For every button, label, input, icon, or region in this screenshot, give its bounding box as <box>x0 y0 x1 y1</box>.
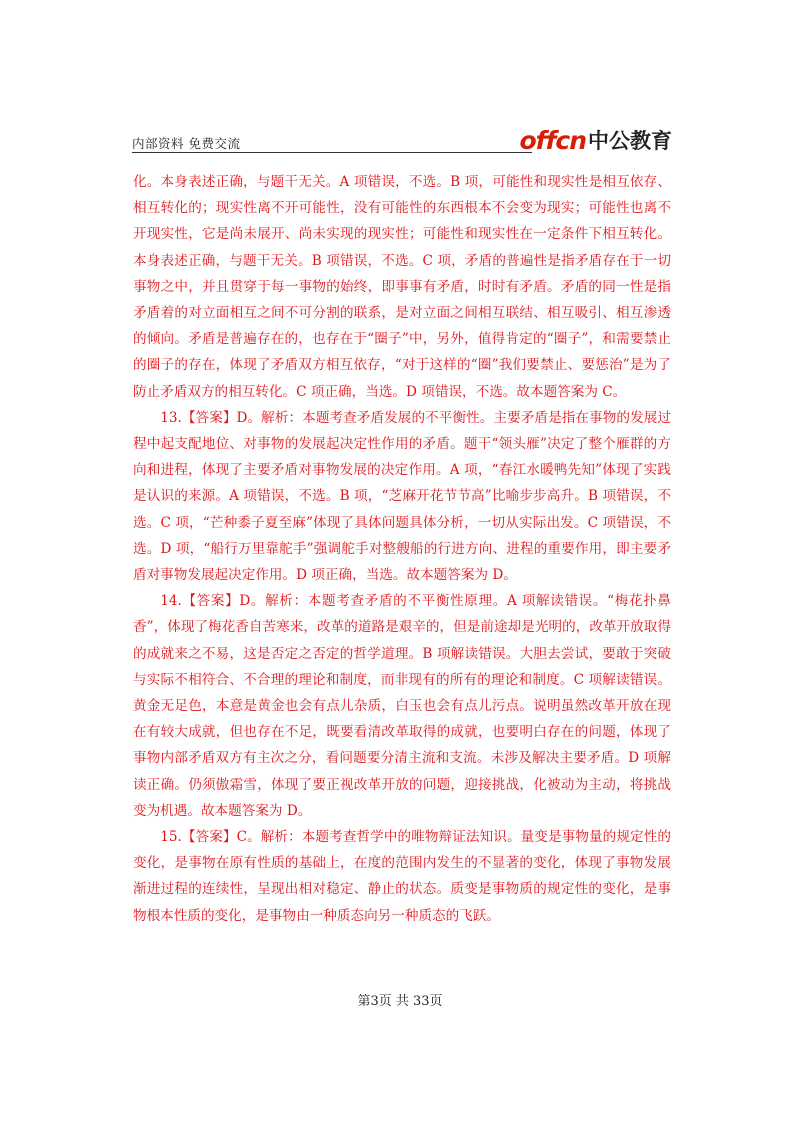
logo-latin: offcn <box>519 125 586 155</box>
paragraph-continuation: 化。本身表述正确，与题干无关。A 项错误，不选。B 项，可能性和现实性是相互依存、相互转化的；现实性离不开可能性，没有可能性的东西根本不会变为现实；可能性也离不开现实性，它是尚未展开、尚未实现的现实性；可能性和现实性在一定条件下相互转化。本身表述正确，与题干无关。B 项错误，不选。C 项，矛盾的普遍性是指矛盾存在于一切事物之中，并且贯穿于每一事物的始终，即事事有矛盾，时时有矛盾。矛盾的同一性是指矛盾着的对立面相互之间不可分割的联系，是对立面之间相互联结、相互吸引、相互渗透的倾向。矛盾是普遍存在的，也存在于“圈子”中，另外，值得肯定的“圈子”，和需要禁止的圈子的存在，体现了矛盾双方相互依存，“对于这样的“圈”我们要禁止、要惩治”是为了防止矛盾双方的相互转化。C 项正确，当选。D 项错误，不选。故本题答案为 C。 <box>133 174 671 400</box>
offcn-logo <box>519 125 672 155</box>
header-label: 内部资料 免费交流 <box>132 136 241 151</box>
page-header <box>132 125 672 155</box>
answer-13: 13.【答案】D。解析：本题考查矛盾发展的不平衡性。主要矛盾是指在事物的发展过程中起支配地位、对事物的发展起决定性作用的矛盾。题干“领头雁”决定了整个雁群的方向和进程，体现了主要矛盾对事物发展的决定作用。A 项，“春江水暖鸭先知”体现了实践是认识的来源。A 项错误，不选。B 项，“芝麻开花节节高”比喻步步高升。B 项错误，不选。C 项，“芒种黍子夏至麻”体现了具体问题具体分析，一切从实际出发。C 项错误，不选。D 项，“船行万里靠舵手”强调舵手对整艘船的行进方向、进程的重要作用，即主要矛盾对事物发展起决定作用。D 项正确，当选。故本题答案为 D。 <box>133 409 671 584</box>
document-body <box>133 169 671 929</box>
answer-14: 14.【答案】D。解析：本题考查矛盾的不平衡性原理。A 项解读错误。“梅花扑鼻香”，体现了梅花香自苦寒来，改革的道路是艰辛的，但是前途却是光明的，改革开放取得的成就来之不易，这是否定之否定的哲学道理。B 项解读错误。大胆去尝试，要敢于突破与实际不相符合、不合理的理论和制度，而非现有的所有的理论和制度。C 项解读错误。黄金无足色，本意是黄金也会有点儿杂质，白玉也会有点儿污点。说明虽然改革开放在现在有较大成就，但也存在不足，既要看清改革取得的成就，也要明白存在的问题，体现了事物内部矛盾双方有主次之分，看问题要分清主流和支流。未涉及解决主要矛盾。D 项解读正确。仍须傲霜雪，体现了要正视改革开放的问题，迎接挑战，化被动为主动，将挑战变为机遇。故本题答案为 D。 <box>133 593 671 819</box>
answer-15: 15.【答案】C。解析：本题考查哲学中的唯物辩证法知识。量变是事物量的规定性的变化，是事物在原有性质的基础上，在度的范围内发生的不显著的变化，体现了事物发展渐进过程的连续性，呈现出相对稳定、静止的状态。质变是事物质的规定性的变化，是事物根本性质的变化，是事物由一种质态向另一种质态的飞跃。 <box>133 829 671 924</box>
header-rule <box>132 152 532 153</box>
logo-chinese: 中公教育 <box>588 129 672 153</box>
page-number: 第3页 共 33页 <box>357 994 443 1009</box>
